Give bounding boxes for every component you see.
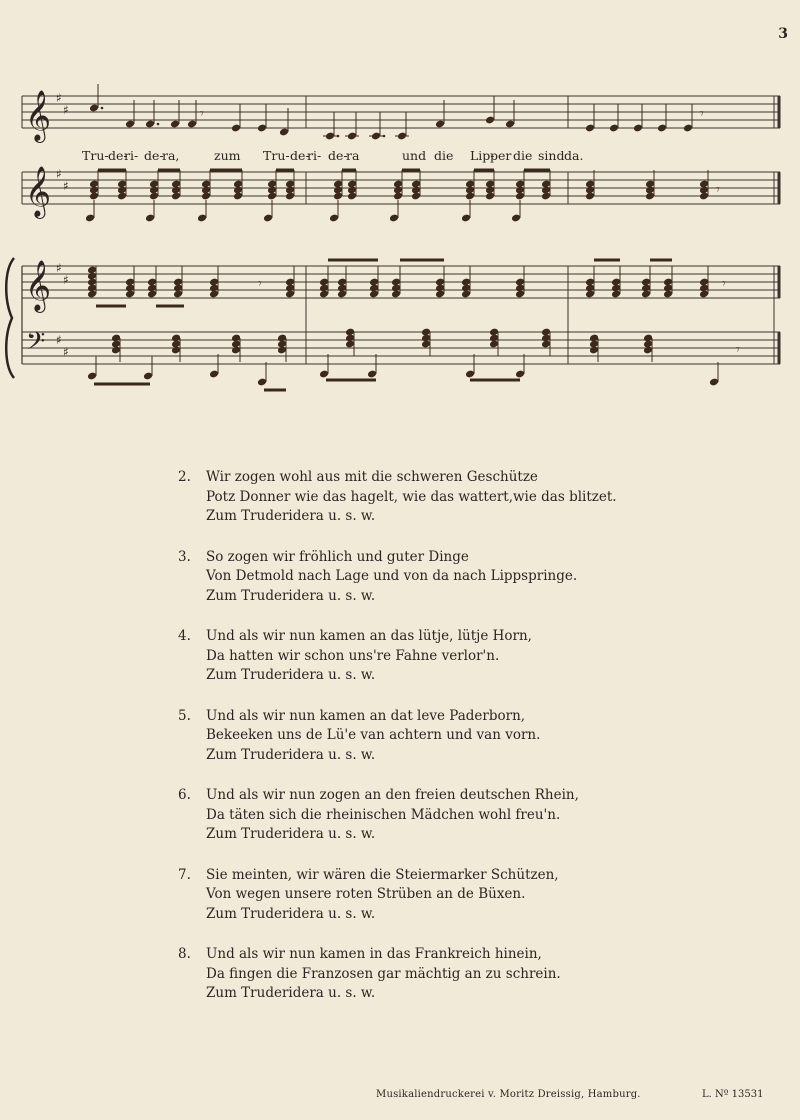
eighth-rest: 𝄾 — [200, 106, 204, 122]
stanza-line: Potz Donner wie das hagelt, wie das wattert,wie das blitzet. — [206, 488, 617, 505]
lyric-syllable: ri- — [124, 148, 139, 163]
sharp-sign: ♯ — [56, 333, 62, 347]
sharp-sign: ♯ — [56, 167, 62, 181]
stanza-line: Zum Truderidera u. s. w. — [206, 905, 376, 922]
stanza-line: Zum Truderidera u. s. w. — [206, 667, 376, 683]
clefs — [25, 90, 51, 362]
treble-clef: 𝄞 — [25, 260, 52, 311]
lyric-syllable: zum — [214, 148, 241, 163]
lyric-syllable: Lip- — [470, 148, 495, 163]
stanza-line: Zum Truderidera u. s. w. — [206, 826, 376, 842]
lyric-syllable: die — [434, 148, 454, 163]
stanza-number: 5. — [178, 707, 191, 724]
stanza-line: Sie meinten, wir wären die Steiermarker Schützen, — [206, 866, 559, 883]
augmentation-dot — [337, 135, 340, 138]
eighth-rest: 𝄾 — [700, 106, 704, 122]
stanza-line: Zum Truderidera u. s. w. — [206, 746, 376, 763]
stanza-number: 8. — [178, 946, 191, 962]
stanza-line: Zum Truderidera u. s. w. — [206, 587, 376, 604]
eighth-rest: 𝄾 — [722, 276, 726, 292]
eighth-rest: 𝄾 — [736, 342, 740, 358]
treble-clef: 𝄞 — [25, 90, 52, 141]
lyric-syllable: de- — [328, 148, 348, 163]
augmentation-dot — [157, 123, 160, 126]
sharp-sign: ♯ — [56, 261, 62, 275]
lyric-syllable: sind — [538, 148, 565, 163]
stanza — [178, 786, 738, 845]
stanza-line: Von Detmold nach Lage und von da nach Lippspringe. — [206, 568, 578, 584]
sharp-sign: ♯ — [63, 273, 69, 287]
lyric-syllable: die — [513, 148, 533, 163]
key-signatures — [56, 91, 69, 359]
piano-brace — [6, 258, 14, 378]
eighth-rest: 𝄾 — [716, 182, 720, 198]
sharp-sign: ♯ — [56, 91, 62, 105]
stanza-number: 2. — [178, 469, 191, 485]
stanza-line: Bekeeken uns de Lü'e van achtern und van vorn. — [206, 727, 541, 743]
stanza-line: So zogen wir fröhlich und guter Dinge — [206, 548, 469, 565]
stanza-number: 3. — [178, 548, 191, 565]
stanza-line: Und als wir nun kamen an das lütje, lütje Horn, — [206, 628, 532, 644]
lyric-syllable: Tru- — [263, 148, 290, 163]
notes — [85, 84, 740, 390]
stanza-number: 7. — [178, 866, 191, 883]
stanzas — [178, 468, 738, 1025]
lyric-line — [0, 148, 800, 168]
stanza-line: Da täten sich die rheinischen Mädchen wohl freu'n. — [206, 806, 561, 823]
stanza — [178, 707, 738, 766]
stanza-line: Wir zogen wohl aus mit die schweren Geschütze — [206, 469, 538, 485]
stanza-line: Und als wir nun kamen an dat leve Paderborn, — [206, 707, 526, 724]
sharp-sign: ♯ — [63, 179, 69, 193]
stanza-line: Zum Truderidera u. s. w. — [206, 508, 376, 524]
stanza — [178, 548, 738, 607]
eighth-rest: 𝄾 — [258, 276, 262, 292]
page-number: 3 — [778, 26, 788, 42]
stanza-line: Da fingen die Franzosen gar mächtig an zu schrein. — [206, 965, 561, 982]
treble-clef: 𝄞 — [25, 166, 52, 217]
lyric-syllable: ra, — [162, 148, 180, 163]
augmentation-dot — [383, 135, 386, 138]
stanza — [178, 627, 738, 686]
stanza-number: 6. — [178, 787, 191, 803]
stanza-line: Und als wir nun zogen an den freien deutschen Rhein, — [206, 787, 579, 803]
stanza — [178, 866, 738, 925]
lyric-syllable: und — [402, 148, 427, 163]
stanza-line: Da hatten wir schon uns're Fahne verlor'n. — [206, 647, 500, 664]
music-score — [0, 60, 800, 420]
lyric-syllable: de- — [108, 148, 128, 163]
sharp-sign: ♯ — [63, 345, 69, 359]
bass-clef: 𝄢 — [26, 327, 46, 362]
stanza-number: 4. — [178, 628, 191, 644]
stanza-line: Und als wir nun kamen in das Frankreich hinein, — [206, 946, 542, 962]
lyric-syllable: Tru- — [82, 148, 109, 163]
augmentation-dot — [101, 107, 104, 110]
stanza-line: Zum Truderidera u. s. w. — [206, 985, 376, 1001]
sharp-sign: ♯ — [63, 103, 69, 117]
plate-number: L. Nº 13531 — [702, 1089, 764, 1100]
lyric-syllable: ra — [346, 148, 360, 163]
lyric-syllable: de- — [144, 148, 164, 163]
lyric-syllable: ri- — [307, 148, 322, 163]
stanza — [178, 945, 738, 1004]
stanza — [178, 468, 738, 527]
lyric-syllable: da. — [564, 148, 584, 163]
printer-credit: Musikaliendruckerei v. Moritz Dreissig, Hamburg. — [376, 1089, 641, 1100]
lyric-syllable: de- — [290, 148, 310, 163]
stanza-line: Von wegen unsere roten Strüben an de Büxen. — [206, 886, 526, 902]
lyric-syllable: per — [490, 148, 512, 163]
